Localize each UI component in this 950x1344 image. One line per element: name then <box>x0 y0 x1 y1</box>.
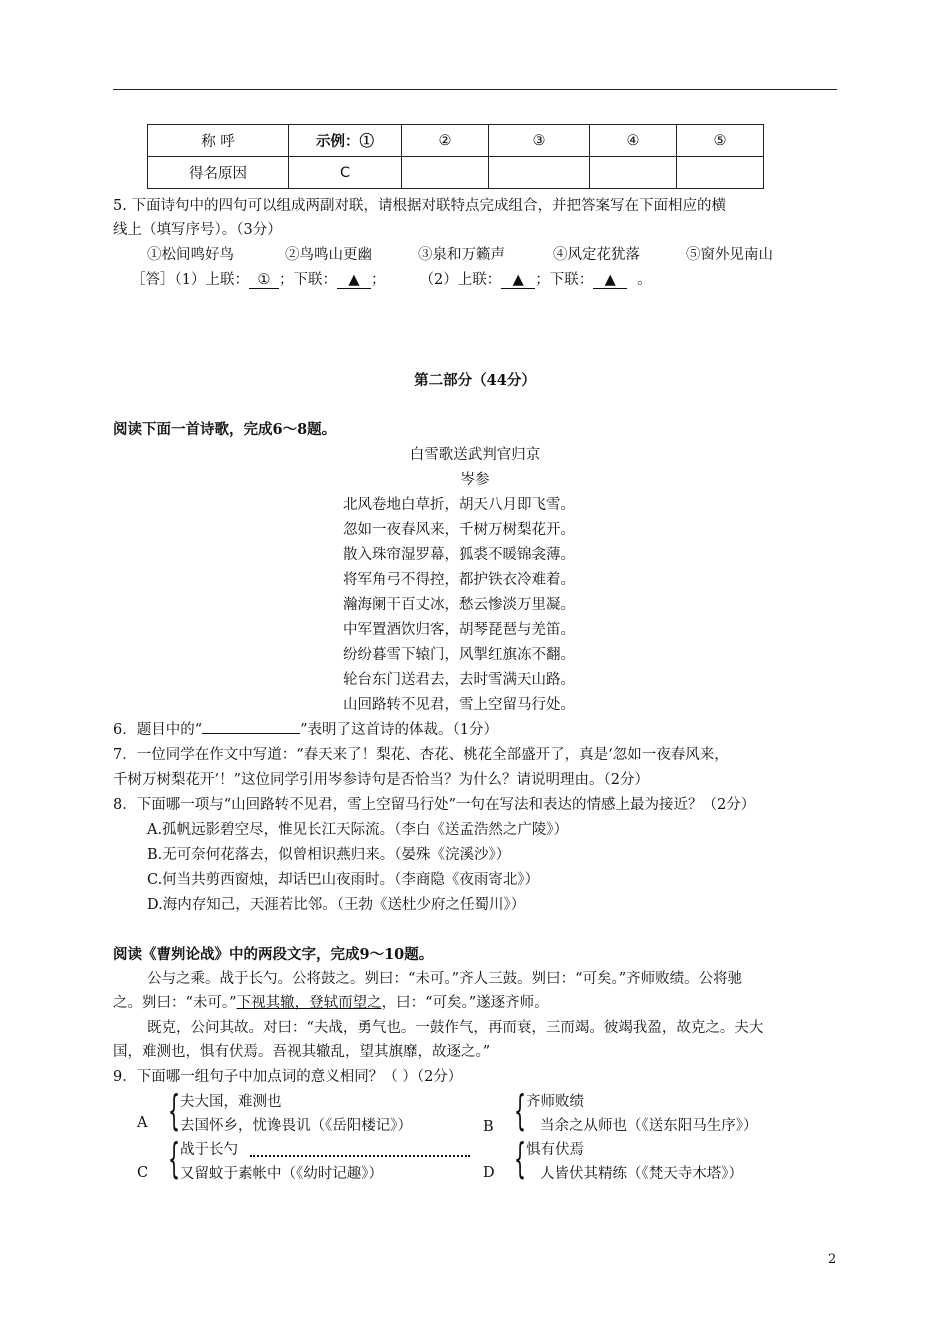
q5-line2: 线上（填写序号）。（3分） <box>113 222 282 238</box>
poem-line: 忽如一夜春风来，千树万树梨花开。 <box>343 522 575 538</box>
q5-option: ⑤窗外见南山 <box>686 247 773 263</box>
answer-blank-1[interactable]: ① <box>249 272 279 289</box>
table-cell <box>677 157 764 189</box>
q5-option: ②鸟鸣山更幽 <box>285 247 372 263</box>
answer-part2: （2）上联： <box>419 272 502 288</box>
brace-icon: { <box>514 1134 527 1183</box>
q9-d-line1: 惧有伏焉 <box>526 1142 584 1158</box>
q5-option: ①松间鸣好鸟 <box>147 247 234 263</box>
table-cell: ③ <box>489 125 590 157</box>
page-number: 2 <box>828 1252 837 1267</box>
header-rule <box>113 89 837 90</box>
q9-option-label[interactable]: C <box>137 1165 149 1181</box>
prose-text: 之。刿曰：“未可。” <box>113 995 237 1011</box>
prose-p1-line1: 公与之乘。战于长勺。公将鼓之。刿曰：“未可。”齐人三鼓。刿曰：“可矣。”齐师败绩。公将驰 <box>147 971 743 987</box>
q8-option-a[interactable]: A.孤帆远影碧空尽，惟见长江天际流。（李白《送孟浩然之广陵》） <box>147 822 569 838</box>
answer-sep: ； <box>370 272 386 288</box>
q9-stem: 9．下面哪一组句子中加点词的意义相同？（ ）（2分） <box>113 1069 463 1085</box>
table-cell: C <box>289 157 402 189</box>
table-cell: 得名原因 <box>148 157 289 189</box>
q9-option-label[interactable]: D <box>483 1165 495 1181</box>
q8-option-d[interactable]: D.海内存知己，天涯若比邻。（王勃《送杜少府之任蜀川》） <box>147 897 526 913</box>
poem-line: 将军角弓不得控，都护铁衣冷难着。 <box>343 572 575 588</box>
poem-intro: 阅读下面一首诗歌，完成6～8题。 <box>113 421 337 438</box>
q8-stem: 8．下面哪一项与“山回路转不见君，雪上空留马行处”一句在写法和表达的情感上最为接近？（2分） <box>113 797 756 813</box>
brace-icon: { <box>514 1086 527 1135</box>
table-cell: 称 呼 <box>148 125 289 157</box>
brace-icon: { <box>168 1086 181 1135</box>
poem-line: 山回路转不见君，雪上空留马行处。 <box>343 697 575 713</box>
prose-underlined: 下视其辙，登轼而望之 <box>236 995 382 1011</box>
brace-icon: { <box>168 1134 181 1183</box>
table-row <box>148 157 764 189</box>
poem-line: 散入珠帘湿罗幕，狐裘不暖锦衾薄。 <box>343 547 575 563</box>
poem-line: 轮台东门送君去，去时雪满天山路。 <box>343 672 575 688</box>
poem-line: 中军置酒饮归客，胡琴琵琶与羌笛。 <box>343 622 575 638</box>
q6-post: ”表明了这首诗的体裁。（1分） <box>300 722 499 738</box>
answer-blank-4[interactable]: ▲ <box>593 272 627 289</box>
table-cell <box>590 157 677 189</box>
answer-prefix: ［答］（1）上联： <box>131 272 249 288</box>
table-cell <box>489 157 590 189</box>
emphasis-dots <box>250 1155 470 1157</box>
poem-line: 纷纷暮雪下辕门，风掣红旗冻不翻。 <box>343 647 575 663</box>
poem-title: 白雪歌送武判官归京 <box>409 447 541 463</box>
answer-end: 。 <box>637 272 652 288</box>
answer-sep: ；下联： <box>535 272 594 288</box>
prose-intro: 阅读《曹刿论战》中的两段文字，完成9～10题。 <box>113 946 434 963</box>
q8-option-b[interactable]: B.无可奈何花落去，似曾相识燕归来。（晏殊《浣溪沙》） <box>147 847 511 863</box>
q6-pre: 6．题目中的“ <box>113 722 203 738</box>
table-cell: ④ <box>590 125 677 157</box>
q5-line1: 5. 下面诗句中的四句可以组成两副对联，请根据对联特点完成组合，并把答案写在下面相应的横 <box>113 198 726 214</box>
table-row <box>148 125 764 157</box>
table-cell: 示例：① <box>289 125 402 157</box>
q5-option: ④风定花犹落 <box>553 247 640 263</box>
prose-text: ，曰：“可矣。”遂逐齐师。 <box>381 995 549 1011</box>
q9-b-line2: 当余之从师也（《送东阳马生序》） <box>540 1118 758 1134</box>
prose-p1-line2 <box>113 991 549 1012</box>
poem-line: 瀚海阑干百丈冰，愁云惨淡万里凝。 <box>343 597 575 613</box>
q9-c-line1: 战于长勺 <box>180 1142 238 1158</box>
q5-answer-line <box>131 268 652 289</box>
section-title: 第二部分（44分） <box>414 372 536 389</box>
q9-option-label[interactable]: A <box>137 1115 148 1131</box>
q9-b-line1: 齐师败绩 <box>526 1094 584 1110</box>
q9-a-line1: 夫大国，难测也 <box>180 1094 282 1110</box>
q7-line1: 7．一位同学在作文中写道：“春天来了！梨花、杏花、桃花全部盛开了，真是‘忽如一夜春风来， <box>113 747 729 763</box>
table-cell: ② <box>402 125 489 157</box>
q5-option: ③泉和万籁声 <box>418 247 505 263</box>
poem-author: 岑参 <box>460 472 490 488</box>
q6-blank[interactable] <box>202 718 300 734</box>
answer-blank-3[interactable]: ▲ <box>501 272 535 289</box>
name-table <box>147 124 764 189</box>
q6 <box>113 718 498 739</box>
prose-p2-line1: 既克，公问其故。对曰：“夫战，勇气也。一鼓作气，再而衰，三而竭。彼竭我盈，故克之。夫大 <box>147 1020 764 1036</box>
q9-d-line2: 人皆伏其精练（《梵天寺木塔》） <box>540 1166 743 1182</box>
q7-line2: 千树万树梨花开’！”这位同学引用岑参诗句是否恰当？为什么？请说明理由。（2分） <box>113 772 649 788</box>
prose-p2-line2: 国，难测也，惧有伏焉。吾视其辙乱，望其旗靡，故逐之。” <box>113 1044 491 1060</box>
q9-a-line2: 去国怀乡，忧谗畏讥（《岳阳楼记》） <box>180 1118 412 1134</box>
q9-c-line2: 又留蚊于素帐中（《幼时记趣》） <box>180 1166 383 1182</box>
answer-blank-2[interactable]: ▲ <box>337 272 371 289</box>
answer-sep: ；下联： <box>278 272 337 288</box>
poem-line: 北风卷地白草折，胡天八月即飞雪。 <box>343 497 575 513</box>
table-cell: ⑤ <box>677 125 764 157</box>
q9-option-label[interactable]: B <box>483 1119 494 1135</box>
table-cell <box>402 157 489 189</box>
q8-option-c[interactable]: C.何当共剪西窗烛，却话巴山夜雨时。（李商隐《夜雨寄北》） <box>147 872 540 888</box>
